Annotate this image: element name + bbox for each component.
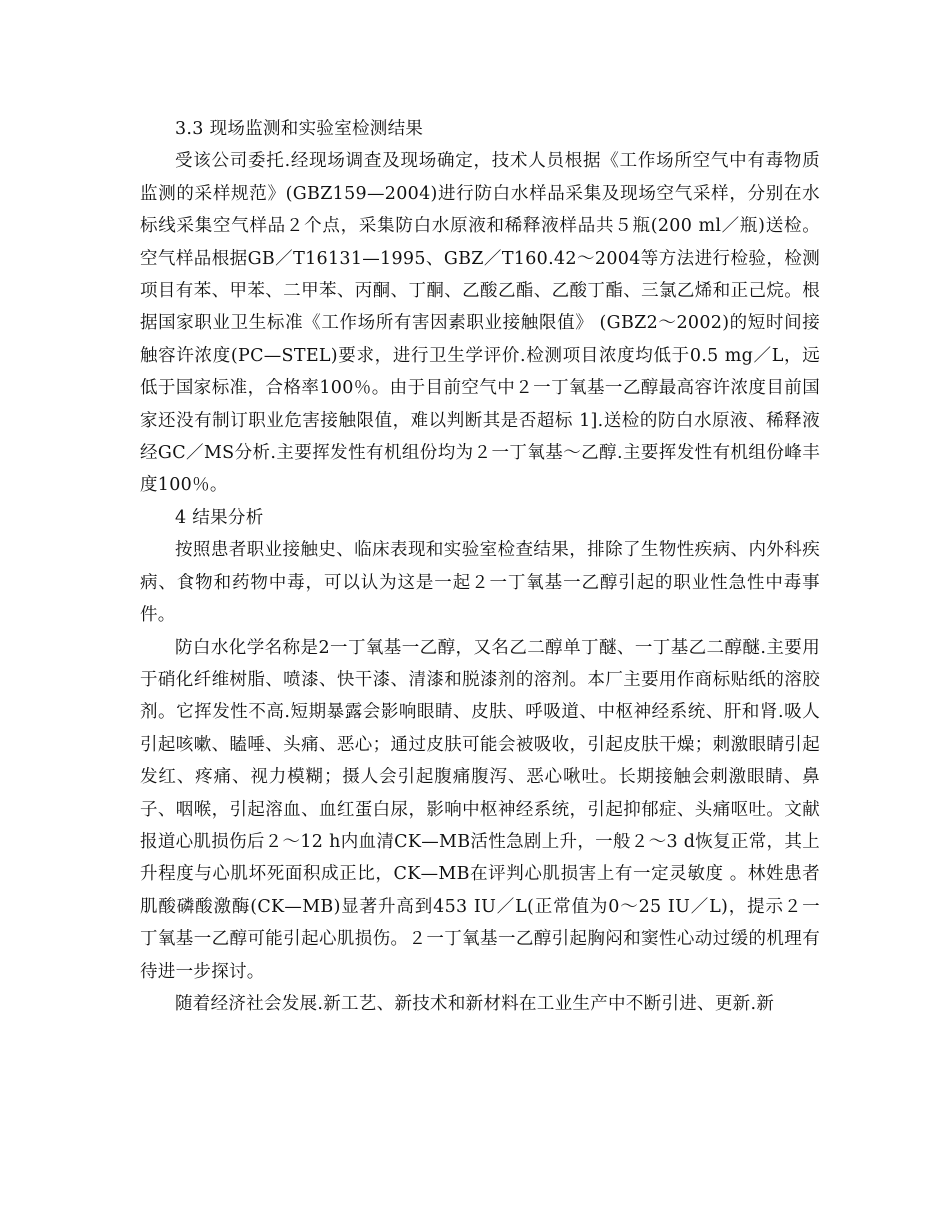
section-4-paragraph-1: 按照患者职业接触史、临床表现和实验室检查结果，排除了生物性疾病、内外科疾病、食物和药物中毒，可以认为这是一起２一丁氧基一乙醇引起的职业性急性中毒事件。 — [140, 540, 820, 626]
section-4-paragraph-2: 防白水化学名称是2一丁氧基一乙醇，又名乙二醇单丁醚、一丁基乙二醇醚.主要用于硝化纤维树脂、喷漆、快干漆、清漆和脱漆剂的溶剂。本厂主要用作商标贴纸的溶胶剂。它挥发性不高.短期暴露会影响眼睛、皮肤、呼吸道、中枢神经系统、肝和肾.吸人引起咳嗽、瞌唾、头痛、恶心；通过皮肤可能会被吸收，引起皮肤干燥；刺激眼睛引起发红、疼痛、视力模糊；摄人会引起腹痛腹泻、恶心啾吐。长期接触会刺激眼睛、鼻子、咽喉，引起溶血、血红蛋白尿，影响中枢神经系统，引起抑郁症、头痛呕吐。文献报道心肌损伤后２～12 h内血清CK—MB活性急剧上升，一般２～3 d恢复正常，其上升程度与心肌坏死面积成正比，CK—MB在评判心肌损害上有一定灵敏度 。林姓患者肌酸磷酸激酶(CK—MB)显著升高到453 IU／L(正常值为0～25 IU／L)，提示２一丁氧基一乙醇可能引起心肌损伤。２一丁氧基一乙醇引起胸闷和窦性心动过缓的机理有待进一步探讨。 — [140, 637, 820, 982]
section-4-heading: 4 结果分析 — [175, 507, 264, 528]
section-3-3-paragraph: 受该公司委托.经现场调查及现场确定，技术人员根据《工作场所空气中有毒物质监测的采样规范》(GBZ159—2004)进行防白水样品采集及现场空气采样，分别在水标线采集空气样品２个点，采集防白水原液和稀释液样品共５瓶(200 ml／瓶)送检。空气样品根据GB／T16131—1995、GBZ／T160.42～2004等方法进行检验，检测项目有苯、甲苯、二甲苯、丙酮、丁酮、乙酸乙酯、乙酸丁酯、三氯乙烯和正己烷。根据国家职业卫生标准《工作场所有害因素职业接触限值》 (GBZ2～2002)的短时间接触容许浓度(PC—STEL)要求，进行卫生学评价.检测项目浓度均低于0.5 mg／L，远低于国家标准，合格率100％。由于目前空气中２一丁氧基一乙醇最高容许浓度目前国家还没有制订职业危害接触限值，难以判断其是否超标 1].送检的防白水原液、稀释液经GC／MS分析.主要挥发性有机组份均为２一丁氧基～乙醇.主要挥发性有机组份峰丰度100％。 — [140, 151, 820, 496]
section-4-paragraph-3: 随着经济社会发展.新工艺、新技术和新材料在工业生产中不断引进、更新.新 — [175, 993, 775, 1014]
document-body — [140, 113, 820, 1020]
section-3-3-heading: 3.3 现场监测和实验室检测结果 — [175, 119, 424, 139]
